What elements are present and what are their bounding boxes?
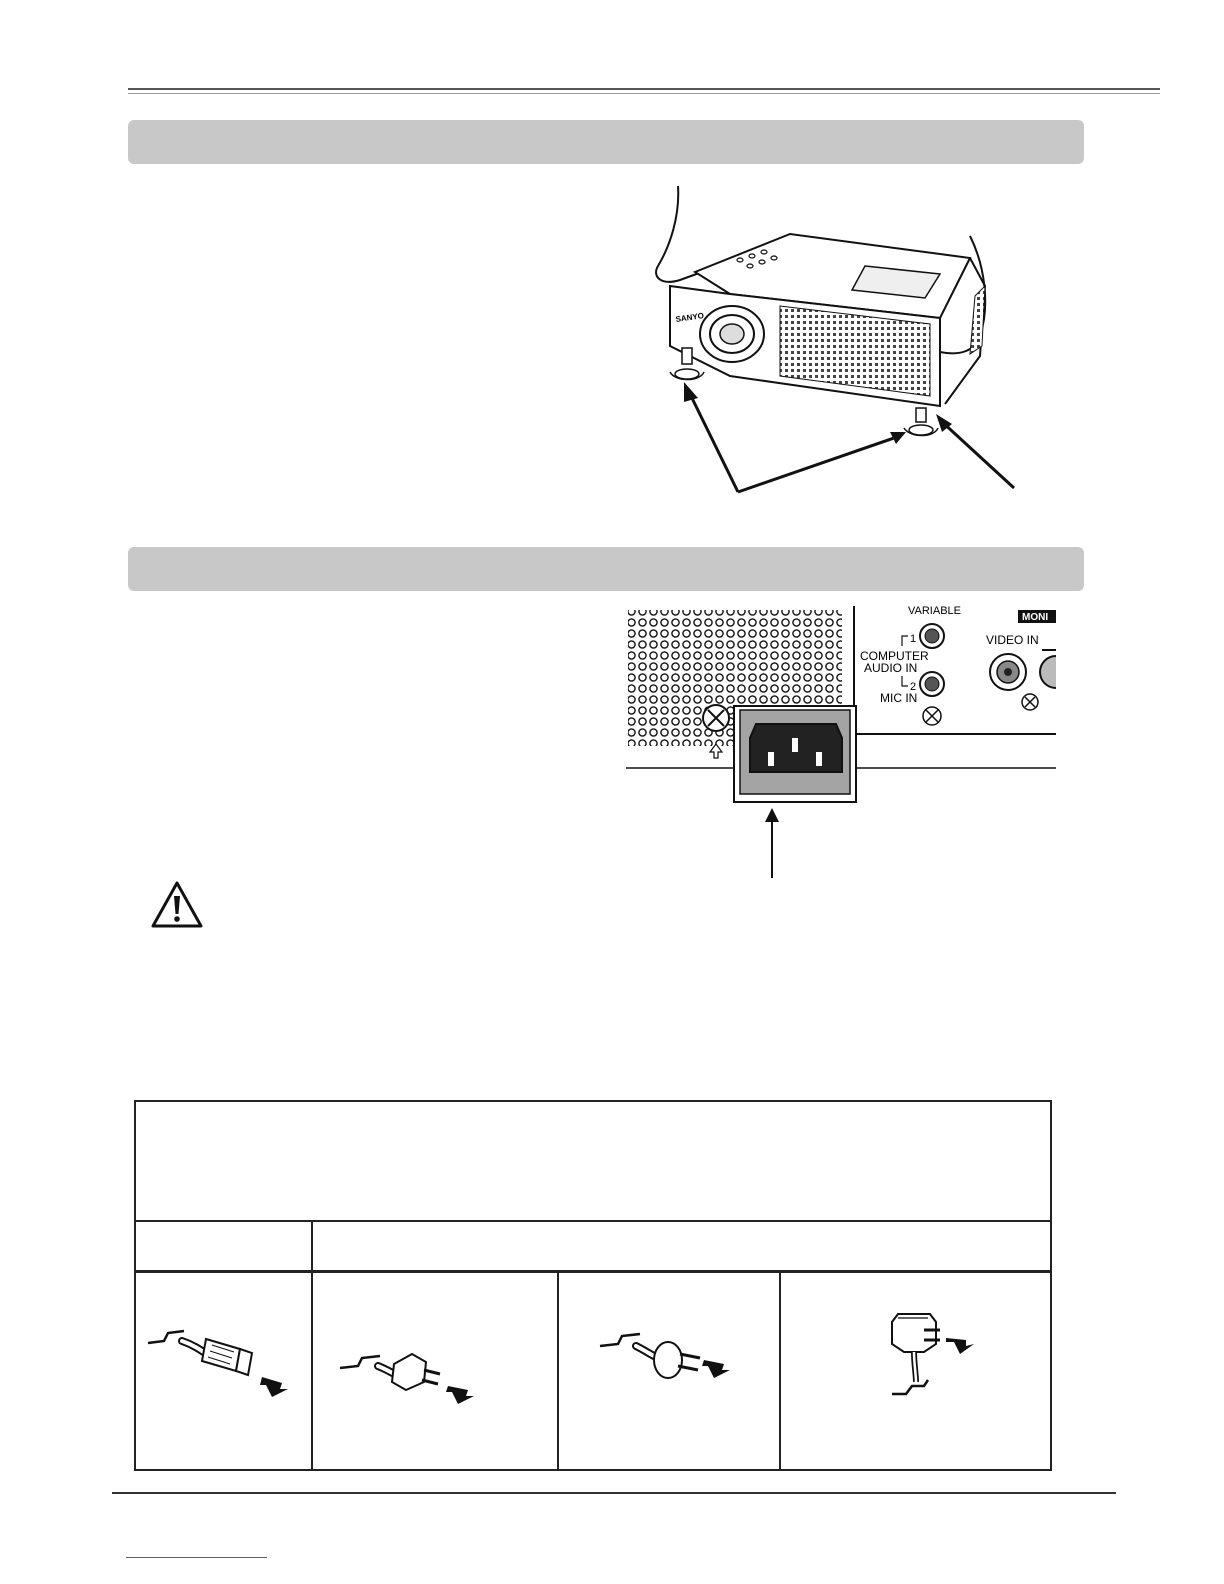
right-adjustable-foot	[916, 408, 926, 422]
label-audio-in: AUDIO IN	[864, 661, 918, 675]
header-rule-thick	[128, 88, 1160, 90]
label-computer: COMPUTER	[860, 649, 929, 663]
left-adjustable-foot	[682, 348, 692, 364]
projector-adjustable-feet-figure	[640, 176, 1020, 506]
plug-table-col-divider-1	[311, 1220, 313, 1471]
section-bar-connecting-ac-power-cord	[128, 547, 1084, 591]
footer-link-underline[interactable]	[126, 1557, 267, 1558]
label-jack-2: 2	[910, 681, 917, 693]
power-cord-plug-table	[134, 1100, 1052, 1471]
label-monitor: MONI	[1022, 612, 1049, 623]
plug-table-subheader-rule	[136, 1270, 1050, 1273]
plug-table-col-divider-2	[557, 1270, 559, 1471]
united-kingdom-plug-icon	[876, 1310, 1006, 1404]
section-bar-adjustable-feet	[128, 120, 1084, 164]
projector-logo: SANYO	[675, 311, 705, 324]
label-variable: VARIABLE	[908, 606, 961, 617]
label-mic-in: MIC IN	[880, 691, 918, 705]
label-video-in: VIDEO IN	[986, 633, 1039, 647]
footer-rule	[112, 1492, 1116, 1494]
north-america-plug-icon	[336, 1340, 486, 1410]
label-jack-1: 1	[910, 633, 917, 645]
continental-europe-plug-icon	[596, 1330, 746, 1400]
caution-warning-icon	[150, 880, 204, 930]
plug-table-header-rule	[136, 1220, 1050, 1222]
plug-table-col-divider-3	[779, 1270, 781, 1471]
projector-side-connector-icon	[144, 1307, 294, 1397]
header-rule-thin	[128, 93, 1160, 94]
ac-inlet-connector-figure	[626, 606, 1056, 880]
